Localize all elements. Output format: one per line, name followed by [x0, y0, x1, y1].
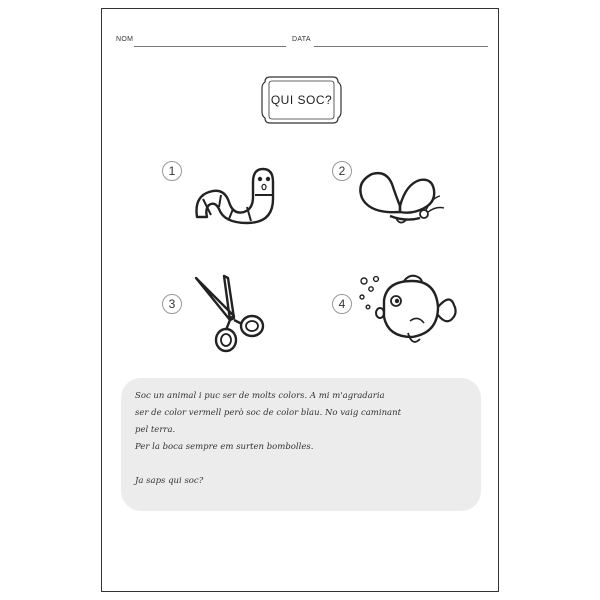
fish-icon [358, 271, 462, 355]
riddle-question: Ja saps qui soc? [135, 476, 204, 486]
riddle-box [121, 378, 481, 511]
item-number-2: 2 [332, 161, 352, 181]
riddle-spacer [135, 456, 467, 473]
title-frame [259, 74, 344, 126]
name-field-line[interactable] [134, 46, 286, 47]
name-label: NOM [116, 36, 134, 43]
date-field-line[interactable] [314, 46, 488, 47]
page-title: QUI SOC? [270, 93, 333, 107]
scissors-icon [190, 274, 270, 356]
riddle-line-2: ser de color vermell però soc de color blau. No vaig caminant [135, 408, 402, 418]
date-label: DATA [292, 36, 311, 43]
riddle-line-4: Per la boca sempre em surten bombolles. [135, 442, 314, 452]
riddle-line-3: pel terra. [135, 425, 176, 435]
riddle-line-1: Soc un animal i puc ser de molts colors. A mi m'agradaria [135, 391, 385, 401]
worm-icon [189, 157, 279, 227]
butterfly-icon [350, 162, 450, 234]
item-number-1: 1 [162, 161, 182, 181]
item-number-3: 3 [162, 294, 182, 314]
item-number-4: 4 [332, 294, 352, 314]
worksheet-page [101, 8, 499, 592]
